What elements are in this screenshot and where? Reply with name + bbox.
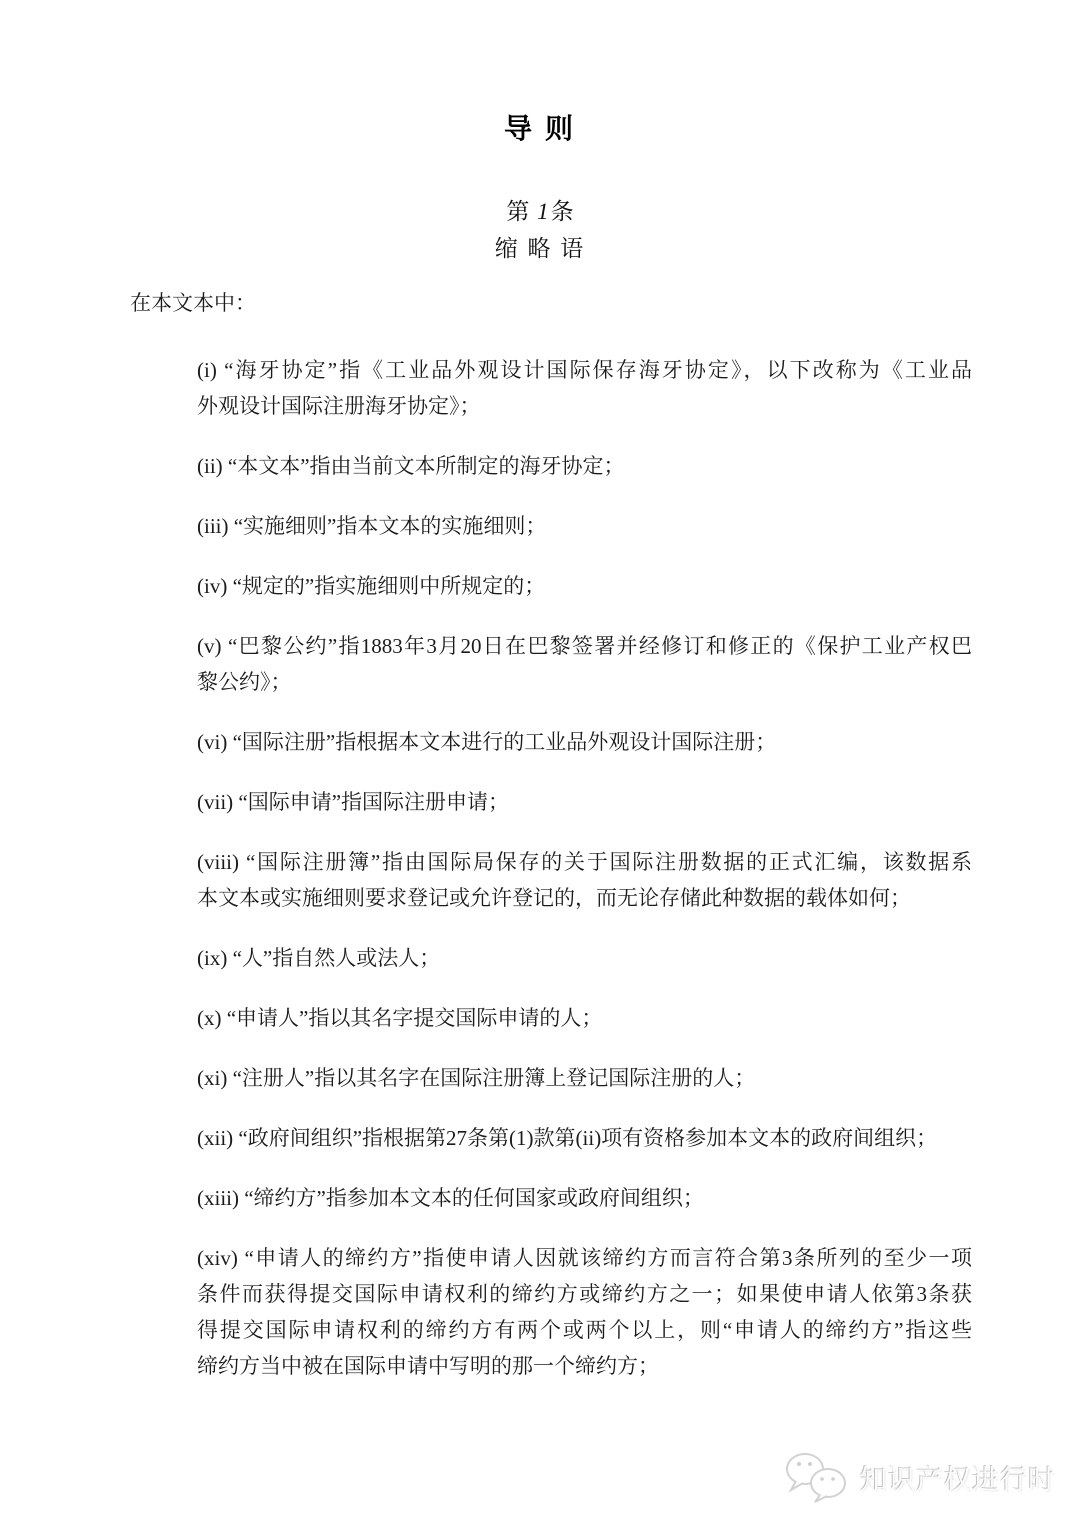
paragraph-line: (xi) “注册人”指以其名字在国际注册簿上登记国际注册的人； xyxy=(197,1066,756,1090)
paragraph-line: (viii) “国际注册簿”指由国际局保存的关于国际注册数据的正式汇编，该数据系 xyxy=(197,850,972,874)
article-title: 缩 略 语 xyxy=(494,236,586,261)
article-number-suffix: 条 xyxy=(550,199,574,224)
page-title: 导 则 xyxy=(503,114,576,145)
definition-item-xi xyxy=(197,1060,972,1096)
wechat-icon xyxy=(782,1450,852,1504)
paragraph-line: (x) “申请人”指以其名字提交国际申请的人； xyxy=(197,1006,603,1030)
paragraph-line: 黎公约》； xyxy=(197,670,292,694)
definition-item-vi xyxy=(197,724,972,760)
paragraph-line: (ii) “本文本”指由当前文本所制定的海牙协定； xyxy=(197,454,625,478)
definition-item-ii xyxy=(197,448,972,484)
paragraph-line: (vii) “国际申请”指国际注册申请； xyxy=(197,790,510,814)
definition-item-vii xyxy=(197,784,972,820)
paragraph-line: 得提交国际申请权利的缔约方有两个或两个以上，则“申请人的缔约方”指这些 xyxy=(197,1318,972,1342)
definition-item-xii xyxy=(197,1120,972,1156)
paragraph-line: (xii) “政府间组织”指根据第27条第(1)款第(ii)项有资格参加本文本的政府间组织； xyxy=(197,1126,938,1150)
paragraph-line: (xiii) “缔约方”指参加本文本的任何国家或政府间组织； xyxy=(197,1186,704,1210)
paragraph-line: (xiv) “申请人的缔约方”指使申请人因就该缔约方而言符合第3条所列的至少一项 xyxy=(197,1246,972,1270)
definition-item-i xyxy=(197,352,972,424)
paragraph-line: (vi) “国际注册”指根据本文本进行的工业品外观设计国际注册； xyxy=(197,730,777,754)
article-number xyxy=(0,199,1080,225)
paragraph-line: (iv) “规定的”指实施细则中所规定的； xyxy=(197,574,546,598)
definitions-list xyxy=(197,352,972,1408)
paragraph-line: 缔约方当中被在国际申请中写明的那一个缔约方； xyxy=(197,1354,659,1378)
article-number-prefix: 第 xyxy=(506,199,536,224)
paragraph-line: 条件而获得提交国际申请权利的缔约方或缔约方之一；如果使申请人依第3条获 xyxy=(197,1282,972,1306)
paragraph-line: (iii) “实施细则”指本文本的实施细则； xyxy=(197,514,547,538)
watermark-text: 知识产权进行时 xyxy=(860,1464,1056,1495)
definition-item-iv xyxy=(197,568,972,604)
definition-item-x xyxy=(197,1000,972,1036)
paragraph-line: 本文本或实施细则要求登记或允许登记的，而无论存储此种数据的载体如何； xyxy=(197,886,911,910)
definition-item-iii xyxy=(197,508,972,544)
definition-item-v xyxy=(197,628,972,700)
paragraph-line: (ix) “人”指自然人或法人； xyxy=(197,946,441,970)
definition-item-viii xyxy=(197,844,972,916)
watermark xyxy=(782,1450,1056,1504)
definition-item-ix xyxy=(197,940,972,976)
paragraph-line: (i) “海牙协定”指《工业品外观设计国际保存海牙协定》，以下改称为《工业品 xyxy=(197,358,972,382)
intro-line: 在本文本中： xyxy=(130,291,256,315)
paragraph-line: (v) “巴黎公约”指1883年3月20日在巴黎签署并经修订和修正的《保护工业产权巴 xyxy=(197,634,972,658)
definition-item-xiv xyxy=(197,1240,972,1384)
article-number-value: 1 xyxy=(537,199,549,224)
paragraph-line: 外观设计国际注册海牙协定》； xyxy=(197,394,481,418)
definition-item-xiii xyxy=(197,1180,972,1216)
